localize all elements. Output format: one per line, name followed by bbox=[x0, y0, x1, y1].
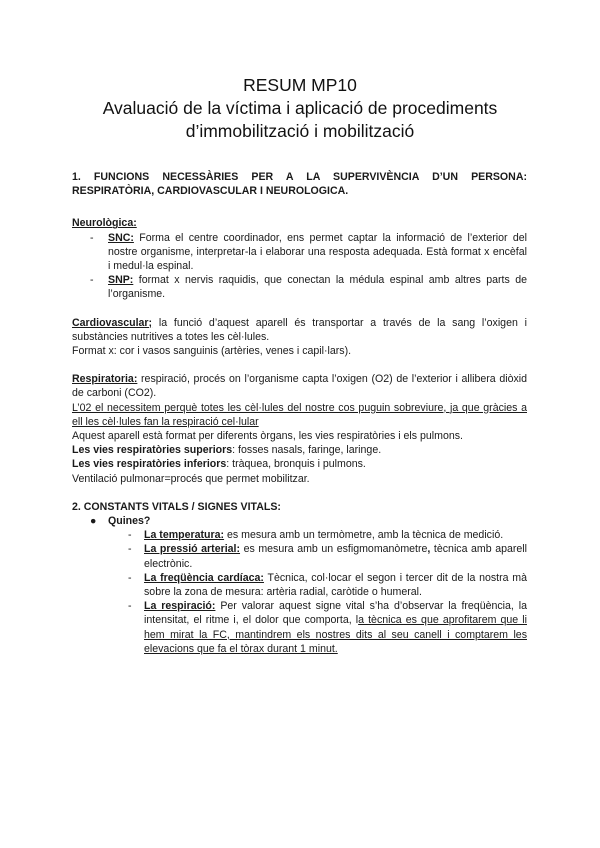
snp-text: format x nervis raquidis, que conectan la médula espinal amb altres parts de l’organisme. bbox=[108, 274, 527, 301]
temp-text: es mesura amb un termòmetre, amb la tècnica de medició. bbox=[224, 529, 504, 542]
resp-inf-term: Les vies respiratòries inferiors bbox=[72, 458, 227, 471]
section-2-title: 2. CONSTANTS VITALS / SIGNES VITALS: bbox=[72, 500, 281, 513]
list-item: - La pressió arterial: es mesura amb un esfigmomanòmetre, tècnica amb aparell electrònic. bbox=[128, 543, 528, 570]
neuro-section bbox=[72, 216, 527, 301]
document-title bbox=[0, 74, 600, 143]
cardio-section bbox=[72, 316, 527, 359]
title-line-1: RESUM MP10 bbox=[243, 75, 357, 95]
heart-rate-term: La freqüència cardíaca: bbox=[144, 571, 264, 584]
list-item: - La temperatura: es mesura amb un termòmetre, amb la tècnica de medició. bbox=[128, 529, 504, 542]
cardio-text: la funció d’aquest aparell és transportar a través de la sang l’oxigen i substàncies nutritives a totes les cèl·lules. bbox=[72, 316, 527, 343]
neuro-heading: Neurològica: bbox=[72, 217, 137, 230]
snc-term: SNC: bbox=[108, 231, 134, 244]
breathing-underline: a tècnica es que aprofitarem que li hem mirat la FC, mantindrem els nostres dits al seu canell i comptarem les elevacions que fa el tòrax durant 1 minut. bbox=[144, 614, 527, 655]
list-item: - SNP: format x nervis raquidis, que conectan la médula espinal amb altres parts de l’organisme. bbox=[90, 274, 527, 301]
resp-term: Respiratoria: bbox=[72, 373, 138, 386]
resp-sup-text: : fosses nasals, faringe, laringe. bbox=[232, 444, 382, 457]
breathing-text: Per valorar aquest signe vital s’ha d’observar la freqüència, la intensitat, el ritme i, el dolor que comporta, l bbox=[144, 600, 527, 627]
list-item: - La respiració: Per valorar aquest signe vital s’ha d’observar la freqüència, la intensitat, el ritme i, el dolor que comporta, la tècnica es que aprofitarem que li hem mirat la FC, mantindrem els nostres dits al seu canell i comptarem les elevacions que fa el tòrax durant 1 minut. bbox=[128, 600, 527, 655]
resp-sup-term: Les vies respiratòries superiors bbox=[72, 444, 233, 457]
pressure-comma: , bbox=[427, 543, 431, 556]
cardio-term: Cardiovascular; bbox=[72, 316, 153, 329]
title-line-2: Avaluació de la víctima i aplicació de procediments bbox=[102, 98, 498, 118]
heart-rate-text: Tècnica, col·locar el segon i tercer dit de la nostra mà sobre la zona de mesura: artèria radial, caròtide o humeral. bbox=[144, 571, 527, 599]
pressure-term: La pressió arterial: bbox=[144, 543, 241, 556]
resp-text: respiració, procés on l’organisme capta l’oxigen (O2) de l’exterior i allibera diòxid de carboni (CO2). bbox=[72, 373, 527, 400]
pressure-text: es mesura amb un esfigmomanòmetre bbox=[240, 543, 428, 556]
resp-format: Aquest aparell està format per diferents òrgans, les vies respiratòries i els pulmons. bbox=[72, 430, 463, 443]
resp-ventilation: Ventilació pulmonar=procés que permet mobilitzar. bbox=[72, 472, 310, 485]
list-item: - SNC: Forma el centre coordinador, ens permet captar la informació de l’exterior del nostre organisme, interpretar-la i elaborar una resposta adequada. Està format x encèfal i medul·la espinal. bbox=[90, 231, 527, 273]
quines-bullet: ● Quines? bbox=[90, 515, 151, 528]
resp-section bbox=[72, 372, 527, 486]
cardio-format: Format x: cor i vasos sanguinis (artèries, venes i capil·lars). bbox=[72, 345, 352, 358]
quines-label: Quines? bbox=[108, 515, 151, 528]
pressure-text-2: tècnica amb aparell electrònic. bbox=[144, 543, 528, 570]
resp-underline: L’02 el necessitem perquè totes les cèl·lules del nostre cos puguin sobreviure, ja que gràcies a ell les cèl·lules fan la respiració cel·lular bbox=[72, 401, 527, 428]
section-1-title: 1. FUNCIONS NECESSÀRIES PER A LA SUPERVIVÈNCIA D’UN PERSONA: RESPIRATÒRIA, CARDIOVASCULAR I NEUROLOGICA. bbox=[72, 171, 527, 198]
temp-term: La temperatura: bbox=[144, 529, 225, 542]
snc-text: Forma el centre coordinador, ens permet captar la informació de l’exterior del nostre organisme, interpretar-la i elaborar una resposta adequada. Està format x encèfal i medul·la espinal. bbox=[108, 231, 527, 273]
title-line-3: d’immobilització i mobilització bbox=[185, 121, 415, 141]
breathing-term: La respiració: bbox=[144, 600, 216, 613]
document-body bbox=[72, 170, 527, 656]
list-item: - La freqüència cardíaca: Tècnica, col·locar el segon i tercer dit de la nostra mà sobre la zona de mesura: artèria radial, caròtide o humeral. bbox=[128, 571, 527, 599]
resp-inf-text: : tràquea, bronquis i pulmons. bbox=[226, 458, 366, 471]
snp-term: SNP: bbox=[108, 274, 134, 287]
